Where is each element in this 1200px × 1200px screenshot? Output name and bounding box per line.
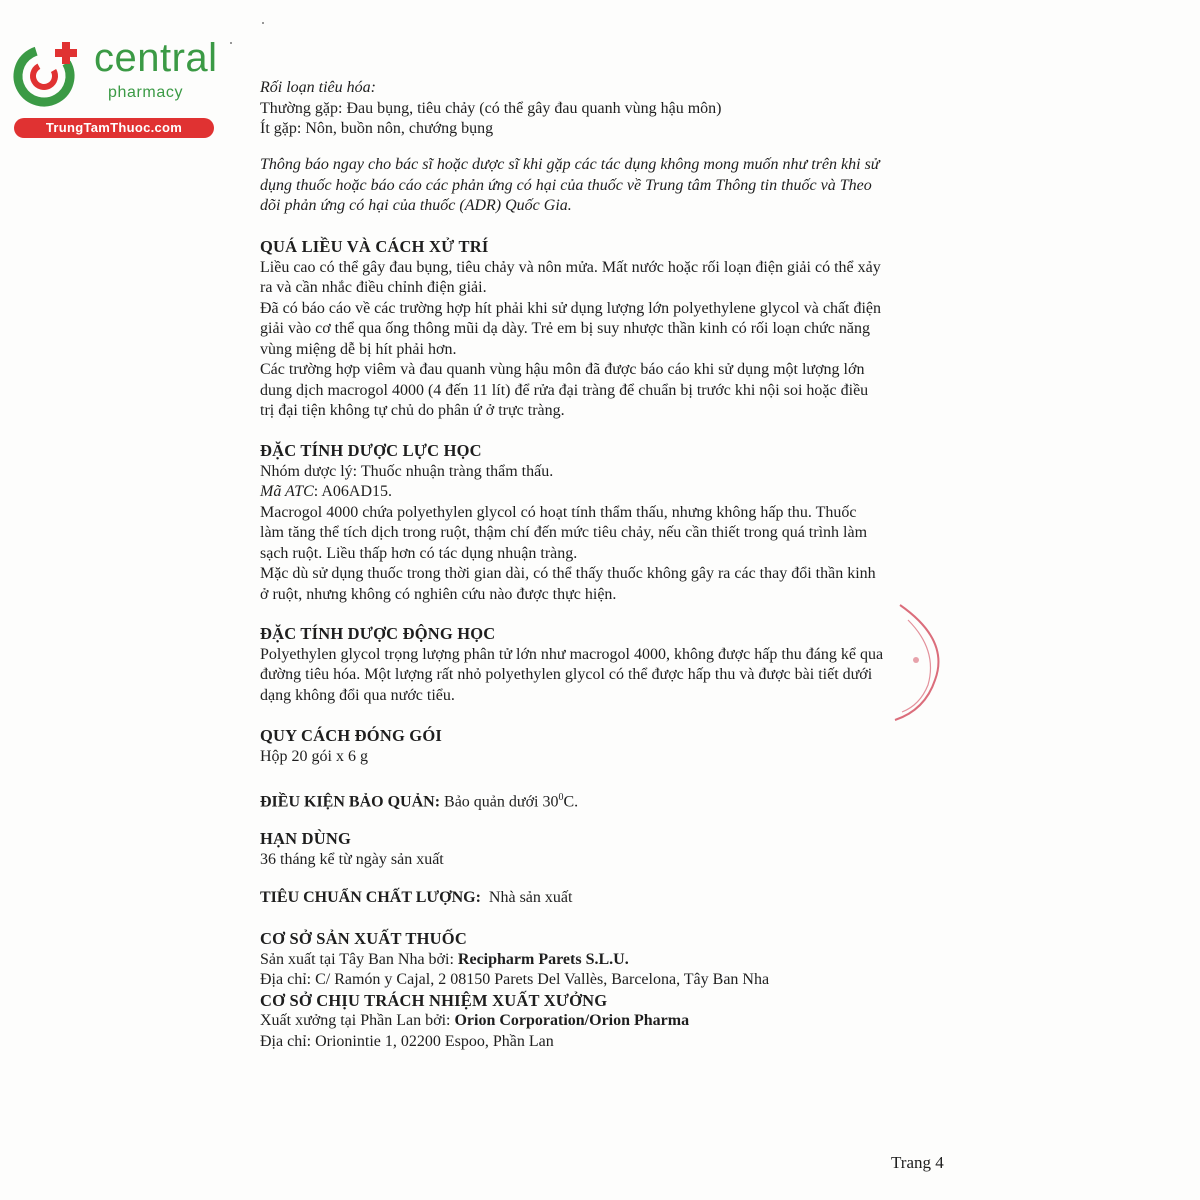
shelf-life-text: 36 tháng kể từ ngày sản xuất <box>260 850 444 868</box>
pharmacokinetics-heading: ĐẶC TÍNH DƯỢC ĐỘNG HỌC <box>260 624 496 643</box>
notice-line: dõi phản ứng có hại của thuốc (ADR) Quốc Gia. <box>260 197 572 214</box>
scan-speck <box>262 22 264 24</box>
pharmacokinetics-line: dạng không đổi qua nước tiểu. <box>260 686 455 704</box>
overdose-line: Liều cao có thể gây đau bụng, tiêu chảy và nôn mửa. Mất nước hoặc rối loạn điện giải có thể xảy <box>260 258 881 276</box>
releaser-address: Địa chỉ: Orionintie 1, 02200 Espoo, Phần Lan <box>260 1032 554 1050</box>
packaging-text: Hộp 20 gói x 6 g <box>260 747 368 765</box>
pharmacodynamics-group: Nhóm dược lý: Thuốc nhuận tràng thẩm thấu. <box>260 462 554 480</box>
logo-name: central <box>94 36 218 80</box>
manufacturer-made-in: Sản xuất tại Tây Ban Nha bởi: <box>260 950 454 968</box>
pharmacodynamics-heading: ĐẶC TÍNH DƯỢC LỰC HỌC <box>260 441 482 460</box>
overdose-line: dung dịch macrogol 4000 (4 đến 11 lít) để rửa đại tràng để chuẩn bị trước khi nội soi hoặc điều <box>260 381 869 399</box>
packaging-section <box>260 726 950 767</box>
pharmacokinetics-section <box>260 624 950 706</box>
releaser-heading: CƠ SỞ CHỊU TRÁCH NHIỆM XUẤT XƯỞNG <box>260 990 608 1010</box>
pharmacokinetics-line: đường tiêu hóa. Một lượng rất nhỏ polyethylen glycol có thể được hấp thu và được bài tiết dưới <box>260 666 873 683</box>
pharmacodynamics-line: làm tăng thể tích dịch trong ruột, thậm chí đến mức tiêu chảy, nếu cần thiết trong quá trình làm <box>260 524 868 541</box>
pharmacodynamics-line: Macrogol 4000 chứa polyethylen glycol có hoạt tính thẩm thấu, nhưng không hấp thu. Thuốc <box>260 503 857 521</box>
shelf-life-section <box>260 829 950 870</box>
pharmacodynamics-line: ở ruột, nhưng không có nghiên cứu nào được thực hiện. <box>260 585 617 603</box>
pharmacodynamics-line: sạch ruột. Liều thấp hơn có tác dụng nhuận tràng. <box>260 544 578 562</box>
pharmacodynamics-section <box>260 441 950 605</box>
overdose-line: ra và cần nhắc điều chỉnh điện giải. <box>260 279 487 296</box>
pharmacy-logo <box>10 36 218 136</box>
storage-section <box>260 788 950 813</box>
pharmacodynamics-line: Mặc dù sử dụng thuốc trong thời gian dài, có thể thấy thuốc không gây ra các thay đổi thần kinh <box>260 565 876 582</box>
manufacturer-section <box>260 929 950 1052</box>
storage-heading: ĐIỀU KIỆN BẢO QUẢN: <box>260 793 441 811</box>
quality-section <box>260 888 950 909</box>
red-stamp-fragment <box>880 600 950 725</box>
quality-text: Nhà sản xuất <box>488 889 573 906</box>
overdose-section <box>260 237 950 422</box>
central-pharmacy-logo-icon <box>10 36 84 110</box>
storage-degree: 0 <box>558 792 564 803</box>
quality-heading: TIÊU CHUẨN CHẤT LƯỢNG: <box>260 889 481 906</box>
overdose-line: Đã có báo cáo về các trường hợp hít phải khi sử dụng lượng lớn polyethylene glycol và chất điện <box>260 299 882 317</box>
notice-line: dụng thuốc hoặc báo cáo các phản ứng có hại của thuốc về Trung tâm Thông tin thuốc và Theo <box>260 176 872 194</box>
overdose-line: trị đại tiện không tự chủ do phân ứ ở trực tràng. <box>260 402 565 419</box>
side-effects-uncommon: Ít gặp: Nôn, buồn nôn, chướng bụng <box>260 120 494 137</box>
adr-notice <box>260 155 950 217</box>
manufacturer-company: Recipharm Parets S.L.U. <box>457 950 629 968</box>
manufacturer-address: Địa chỉ: C/ Ramón y Cajal, 2 08150 Parets Del Vallès, Barcelona, Tây Ban Nha <box>260 971 770 988</box>
side-effects-common: Thường gặp: Đau bụng, tiêu chảy (có thể gây đau quanh vùng hậu môn) <box>260 99 722 117</box>
storage-unit: C. <box>563 793 579 811</box>
overdose-heading: QUÁ LIỀU VÀ CÁCH XỬ TRÍ <box>260 237 489 256</box>
scan-speck <box>230 42 232 44</box>
page-number: Trang 4 <box>891 1153 944 1172</box>
packaging-heading: QUY CÁCH ĐÓNG GÓI <box>260 726 442 745</box>
storage-text: Bảo quản dưới 30 <box>444 793 559 811</box>
overdose-line: giải vào cơ thể qua ống thông mũi dạ dày. Trẻ em bị suy nhược thần kinh có rối loạn chức năng <box>260 320 870 337</box>
atc-label: Mã ATC <box>260 483 314 500</box>
manufacturer-heading: CƠ SỞ SẢN XUẤT THUỐC <box>260 929 467 948</box>
side-effects-section <box>260 78 950 140</box>
overdose-line: vùng miệng dễ bị hít phải hơn. <box>260 340 457 358</box>
releaser-made-in: Xuất xưởng tại Phần Lan bởi: <box>260 1012 451 1029</box>
notice-line: Thông báo ngay cho bác sĩ hoặc dược sĩ khi gặp các tác dụng không mong muốn như trên khi sử <box>260 156 880 173</box>
logo-subtitle: pharmacy <box>108 84 184 101</box>
atc-code <box>260 482 950 503</box>
shelf-life-heading: HẠN DÙNG <box>260 829 351 848</box>
overdose-line: Các trường hợp viêm và đau quanh vùng hậu môn đã được báo cáo khi sử dụng một lượng lớn <box>260 361 865 378</box>
releaser-company: Orion Corporation/Orion Pharma <box>454 1012 690 1029</box>
pharmacokinetics-line: Polyethylen glycol trọng lượng phân tử lớn như macrogol 4000, không được hấp thu đáng kể qua <box>260 645 884 663</box>
atc-value: : A06AD15. <box>313 483 393 500</box>
side-effects-title: Rối loạn tiêu hóa: <box>260 79 376 96</box>
logo-website: TrungTamThuoc.com <box>14 118 214 138</box>
